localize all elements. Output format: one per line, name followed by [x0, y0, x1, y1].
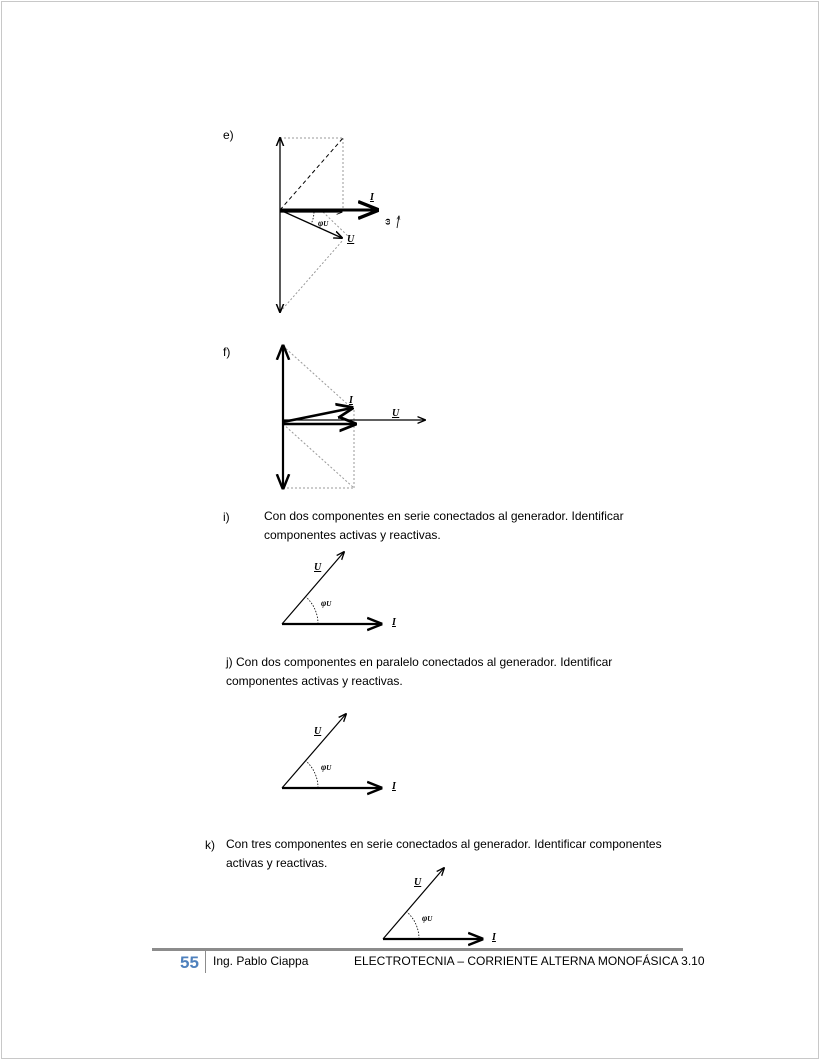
footer-author: Ing. Pablo Ciappa [213, 954, 309, 968]
item-e-label: e) [223, 128, 234, 142]
figure-i-current-label: I [392, 617, 396, 628]
figure-j-phi-arc [306, 761, 318, 788]
figure-e-dashed-diagonal [280, 138, 343, 210]
item-k-text-line2: activas y reactivas. [226, 856, 328, 870]
figure-j-voltage-label: U [314, 726, 322, 737]
figure-k-phi-label: φU [422, 913, 433, 923]
figure-k-current-label: I [492, 932, 496, 943]
figure-i-voltage-vector [282, 552, 344, 624]
item-k-text-line1: Con tres componentes en serie conectados al generador. Identificar componentes [226, 837, 662, 851]
figure-e [280, 138, 399, 312]
item-f-label: f) [223, 345, 231, 359]
figure-e-phi-label: φU [318, 218, 329, 228]
figure-i [282, 552, 397, 628]
item-i-text-line1: Con dos componentes en serie conectados al generador. Identificar [264, 509, 624, 523]
figure-j-current-label: I [392, 781, 396, 792]
figure-f-dotted-upper-diag [283, 346, 354, 410]
figure-i-voltage-label: U [314, 562, 322, 573]
figure-f-voltage-label: U [392, 408, 400, 419]
figure-f-dotted-lower-diag [283, 424, 354, 488]
figure-e-phi-arc [311, 212, 314, 224]
figure-j-phi-label: φU [321, 762, 332, 772]
figure-k-voltage-label: U [414, 877, 422, 888]
item-j-text-line1: j) Con dos componentes en paralelo conectados al generador. Identificar [226, 655, 613, 669]
figure-e-voltage-label: U [347, 234, 355, 245]
figure-e-omega-label: ω [382, 218, 392, 225]
figure-e-current-label: I [370, 192, 374, 203]
item-i-text-line2: componentes activas y reactivas. [264, 528, 441, 542]
item-i-label: i) [223, 510, 230, 524]
figure-f [283, 346, 425, 488]
footer-title: ELECTROTECNIA – CORRIENTE ALTERNA MONOFÁSICA 3.10 [354, 954, 705, 968]
figure-j [282, 714, 397, 792]
figure-i-phi-label: φU [321, 598, 332, 608]
item-j-text-line2: componentes activas y reactivas. [226, 674, 403, 688]
figure-i-phi-arc [306, 597, 318, 624]
figure-k-phi-arc [407, 912, 419, 939]
figure-k [383, 868, 497, 943]
figure-e-dotted-bottom-diag [280, 240, 343, 312]
page-number: 55 [180, 953, 199, 972]
figure-e-rotation-arrow [397, 216, 399, 228]
figure-f-current-label: I [349, 395, 353, 406]
item-k-label: k) [205, 838, 215, 852]
